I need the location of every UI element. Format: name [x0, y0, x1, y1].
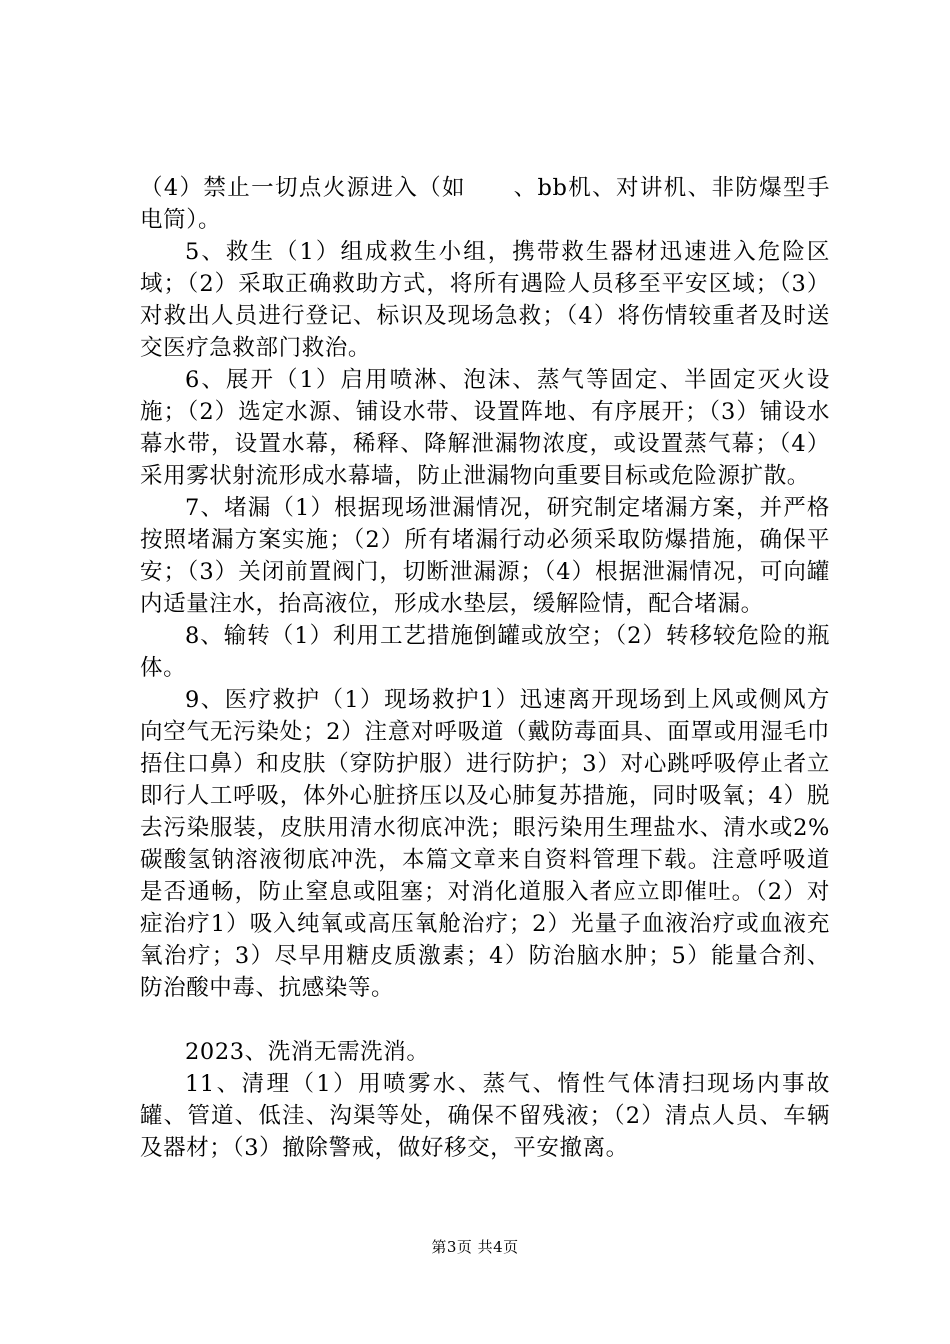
paragraph-decontamination: 2023、洗消无需洗消。	[185, 1039, 430, 1065]
paragraph-cleanup: 11、清理（1）用喷雾水、蒸气、惰性气体清扫现场内事故罐、管道、低洼、沟渠等处，确保不留残液；（2）清点人员、车辆及器材；（3）撤除警戒，做好移交，平安撤离。	[140, 1071, 830, 1161]
paragraph-transfer: 8、输转（1）利用工艺措施倒罐或放空；（2）转移较危险的瓶体。	[140, 623, 830, 681]
paragraph-plug-leak: 7、堵漏（1）根据现场泄漏情况，研究制定堵漏方案，并严格按照堵漏方案实施；（2）所有堵漏行动必须采取防爆措施，确保平安；（3）关闭前置阀门，切断泄漏源；（4）根据泄漏情况，可向罐内适量注水，抬高液位，形成水垫层，缓解险情，配合堵漏。	[140, 495, 830, 617]
paragraph-deploy: 6、展开（1）启用喷淋、泡沫、蒸气等固定、半固定灭火设施；（2）选定水源、铺设水带、设置阵地、有序展开；（3）铺设水幕水带，设置水幕，稀释、降解泄漏物浓度，或设置蒸气幕；（4）采用雾状射流形成水幕墙，防止泄漏物向重要目标或危险源扩散。	[140, 367, 830, 489]
document-body	[140, 172, 830, 1164]
paragraph-medical-care: 9、医疗救护（1）现场救护1）迅速离开现场到上风或侧风方向空气无污染处；2）注意对呼吸道（戴防毒面具、面罩或用湿毛巾捂住口鼻）和皮肤（穿防护服）进行防护；3）对心跳呼吸停止者立即行人工呼吸，体外心脏挤压以及心肺复苏措施，同时吸氧；4）脱去污染服装，皮肤用清水彻底冲洗；眼污染用生理盐水、清水或2%碳酸氢钠溶液彻底冲洗，本篇文章来自资料管理下载。注意呼吸道是否通畅，防止窒息或阻塞；对消化道服入者应立即催吐。（2）对症治疗1）吸入纯氧或高压氧舱治疗；2）光量子血液治疗或血液充氧治疗；3）尽早用糖皮质激素；4）防治脑水肿；5）能量合剂、防治酸中毒、抗感染等。	[140, 687, 830, 1001]
page-number-footer: 第3页 共4页	[431, 1238, 519, 1256]
paragraph-rescue: 5、救生（1）组成救生小组，携带救生器材迅速进入危险区域；（2）采取正确救助方式，将所有遇险人员移至平安区域；（3）对救出人员进行登记、标识及现场急救；（4）将伤情较重者及时送交医疗急救部门救治。	[140, 239, 830, 361]
paragraph-item-4: （4）禁止一切点火源进入（如 、bb机、对讲机、非防爆型手电筒）。	[140, 175, 830, 233]
